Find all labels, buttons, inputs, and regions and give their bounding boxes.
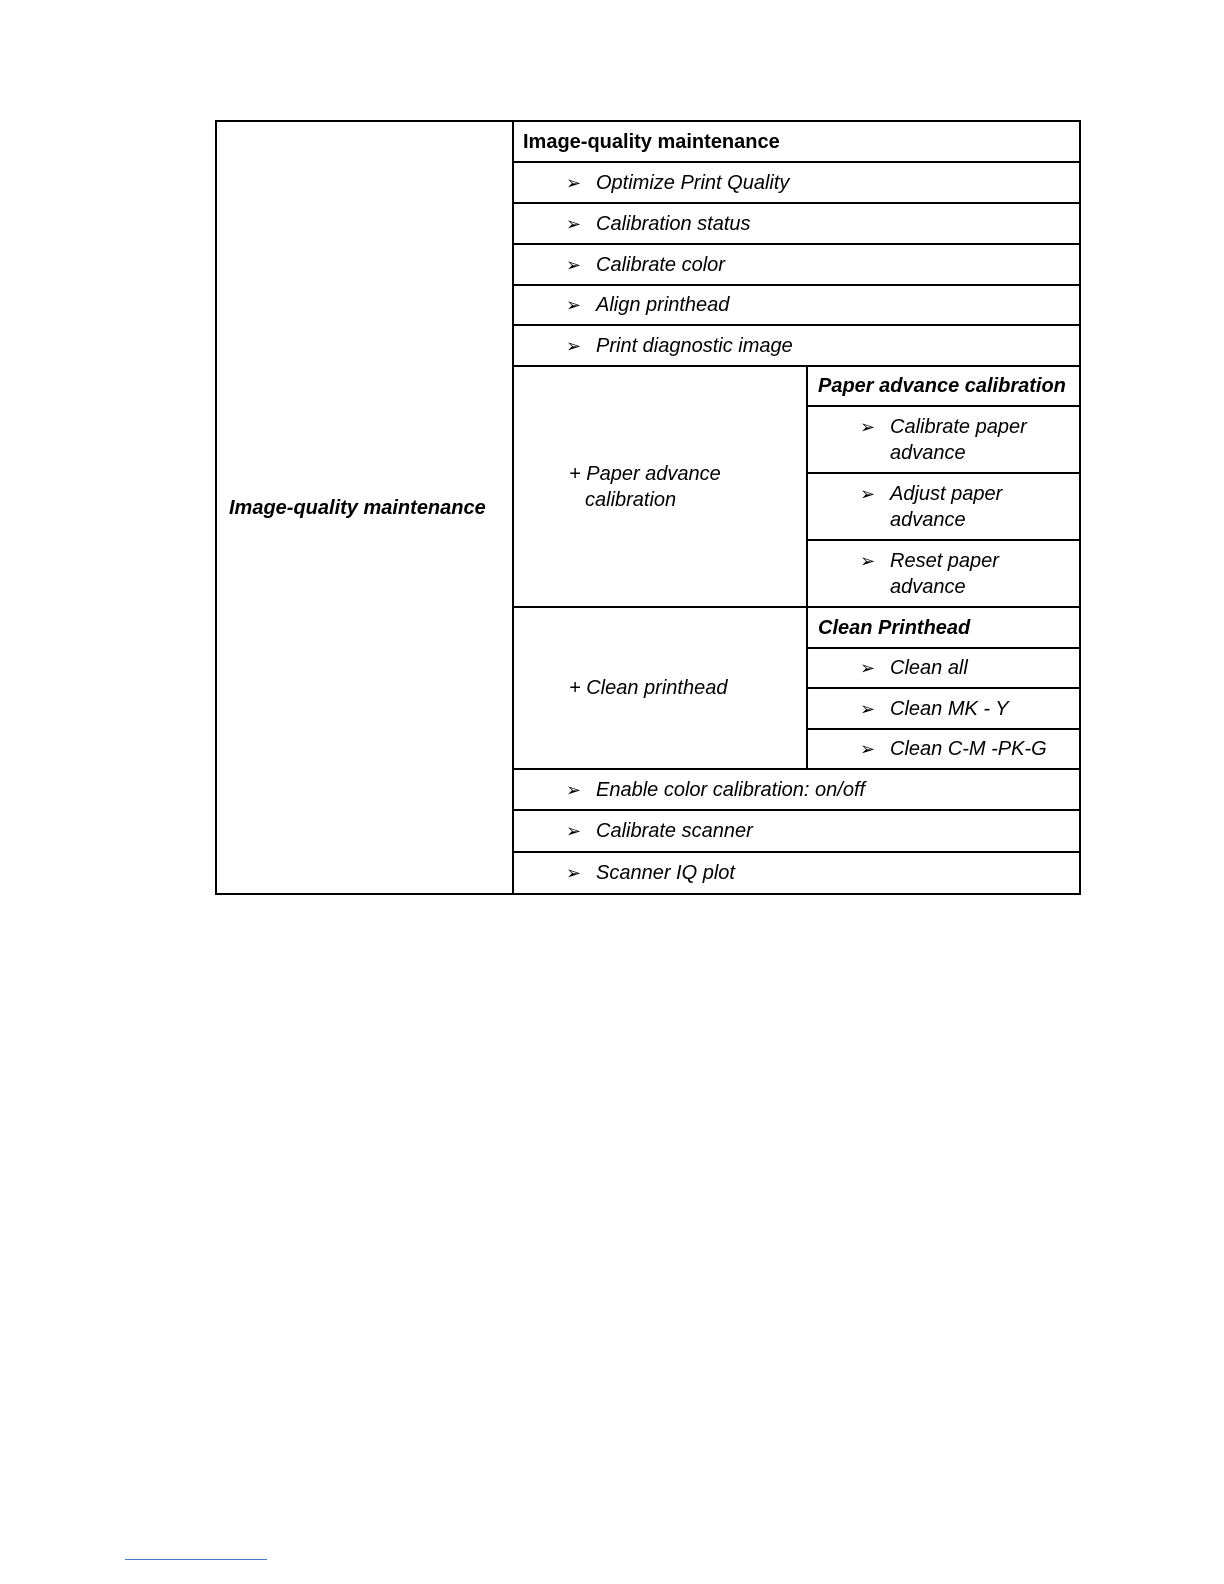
- clean-printhead-header: Clean Printhead: [807, 607, 1080, 648]
- arrow-icon: ➢: [566, 821, 582, 841]
- arrow-icon: ➢: [860, 416, 876, 437]
- arrow-icon: ➢: [566, 863, 582, 883]
- menu-item: ➢ Calibrate color: [513, 244, 1080, 285]
- section-header: Image-quality maintenance: [513, 121, 1080, 162]
- menu-item: ➢ Optimize Print Quality: [513, 162, 1080, 203]
- menu-item: ➢ Calibration status: [513, 203, 1080, 244]
- arrow-icon: ➢: [860, 483, 876, 504]
- footer-divider-line: [125, 1559, 267, 1560]
- arrow-icon: ➢: [860, 739, 876, 759]
- menu-item: ➢ Print diagnostic image: [513, 325, 1080, 366]
- menu-item: ➢ Enable color calibration: on/off: [513, 769, 1080, 810]
- arrow-icon: ➢: [566, 335, 582, 356]
- arrow-icon: ➢: [860, 550, 876, 571]
- arrow-icon: ➢: [566, 295, 582, 315]
- submenu-item: ➢ Adjust paper advance: [807, 473, 1080, 540]
- submenu-item: ➢ Clean all: [807, 648, 1080, 688]
- submenu-item: ➢ Reset paper advance: [807, 540, 1080, 607]
- paper-advance-group-label: + Paper advance calibration: [513, 366, 807, 607]
- arrow-icon: ➢: [566, 213, 582, 234]
- arrow-icon: ➢: [860, 658, 876, 678]
- menu-item: ➢ Align printhead: [513, 285, 1080, 325]
- clean-printhead-group-label: + Clean printhead: [513, 607, 807, 769]
- submenu-item: ➢ Calibrate paper advance: [807, 406, 1080, 473]
- submenu-item: ➢ Clean C-M -PK-G: [807, 729, 1080, 769]
- menu-item: ➢ Scanner IQ plot: [513, 852, 1080, 894]
- menu-item: ➢ Calibrate scanner: [513, 810, 1080, 852]
- arrow-icon: ➢: [566, 254, 582, 275]
- paper-advance-header: Paper advance calibration: [807, 366, 1080, 406]
- left-label: Image-quality maintenance: [229, 496, 486, 519]
- left-label-cell: [216, 121, 513, 894]
- arrow-icon: ➢: [566, 172, 582, 193]
- arrow-icon: ➢: [860, 698, 876, 719]
- menu-structure-table: [215, 120, 1081, 895]
- submenu-item: ➢ Clean MK - Y: [807, 688, 1080, 729]
- arrow-icon: ➢: [566, 779, 582, 800]
